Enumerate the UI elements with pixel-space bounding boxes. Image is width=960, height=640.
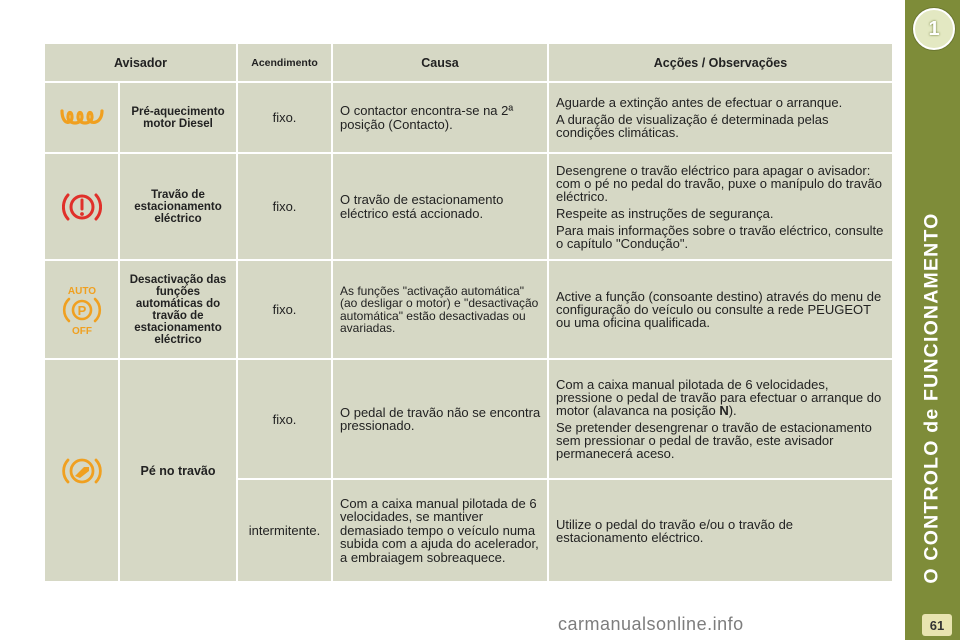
row-auto-state: fixo. [238,261,331,358]
svg-text:AUTO: AUTO [67,285,96,297]
action-text: Utilize o pedal do travão e/ou o travão de estacionamento eléctrico. [556,516,794,545]
row-brake-icon-cell [45,154,118,259]
action-text: Se pretender desengrenar o travão de estacionamento sem pressionar o pedal de travão, este avisador permanecerá aceso. [556,420,872,461]
chapter-title: O CONTROLO de FUNCIONAMENTO [920,212,943,584]
watermark: carmanualsonline.info [558,614,744,634]
action-text: A duração de visualização é determinada pelas condições climáticas. [556,112,829,140]
action-text: Com a caixa manual pilotada de 6 velocidades, pressione o pedal de travão para efectuar o arranque do motor (alavanca na posição N). [556,377,882,418]
svg-text:P: P [77,302,86,318]
header-warning: Avisador [45,44,236,81]
row-foot-blinking-state: intermitente. [238,480,331,581]
row-brake-actions [549,154,892,259]
action-text: Desengrene o travão eléctrico para apagar o avisador: com o pé no pedal do travão, puxe o manípulo do travão eléctrico. [556,162,882,204]
row-brake-cause: O travão de estacionamento eléctrico está accionado. [333,154,547,259]
row-auto-icon-cell [45,261,118,358]
row-foot-blinking-cause: Com a caixa manual pilotada de 6 velocidades, se mantiver demasiado tempo o veículo numa subida com a ajuda do acelerador, a embraiagem sobreaquece. [333,480,547,581]
row-auto-actions [549,261,892,358]
brake-warning-icon [62,190,102,224]
row-foot-blinking-actions [549,480,892,581]
preheating-coil-icon [59,105,105,131]
action-text: Para mais informações sobre o travão eléctrico, consulte o capítulo "Condução". [556,222,884,251]
header-actions: Acções / Observações [549,44,892,81]
row-foot-label: Pé no travão [120,360,236,581]
row-auto-cause: As funções "activação automática" (ao desligar o motor) e "desactivação automática" estão desactivadas ou avariadas. [333,261,547,358]
auto-park-off-icon [60,284,104,336]
row-preheating-state: fixo. [238,83,331,152]
row-foot-fixed-actions [549,360,892,478]
row-preheating-icon-cell [45,83,118,152]
row-foot-fixed-state: fixo. [238,360,331,478]
action-text: Respeite as instruções de segurança. [556,205,774,221]
header-cause: Causa [333,44,547,81]
foot-on-brake-icon [62,456,102,486]
row-brake-state: fixo. [238,154,331,259]
row-foot-icon-cell [45,360,118,581]
row-auto-label: Desactivação das funções automáticas do travão de estacionamento eléctrico [120,261,236,358]
warning-lights-table [45,44,892,581]
row-foot-fixed-cause: O pedal de travão não se encontra pressionado. [333,360,547,478]
page-number: 61 [922,614,952,636]
row-preheating-cause: O contactor encontra-se na 2ª posição (Contacto). [333,83,547,152]
row-preheating-label: Pré-aquecimento motor Diesel [120,83,236,152]
row-brake-label: Travão de estacionamento eléctrico [120,154,236,259]
svg-text:OFF: OFF [71,325,92,336]
action-text: Active a função (consoante destino) através do menu de configuração do veículo ou consulte a rede PEUGEOT ou uma oficina qualificada. [556,289,882,330]
header-lighting: Acendimento [238,44,331,81]
row-preheating-actions [549,83,892,152]
chapter-number-badge: 1 [913,8,955,50]
action-text: Aguarde a extinção antes de efectuar o arranque. [556,95,843,110]
